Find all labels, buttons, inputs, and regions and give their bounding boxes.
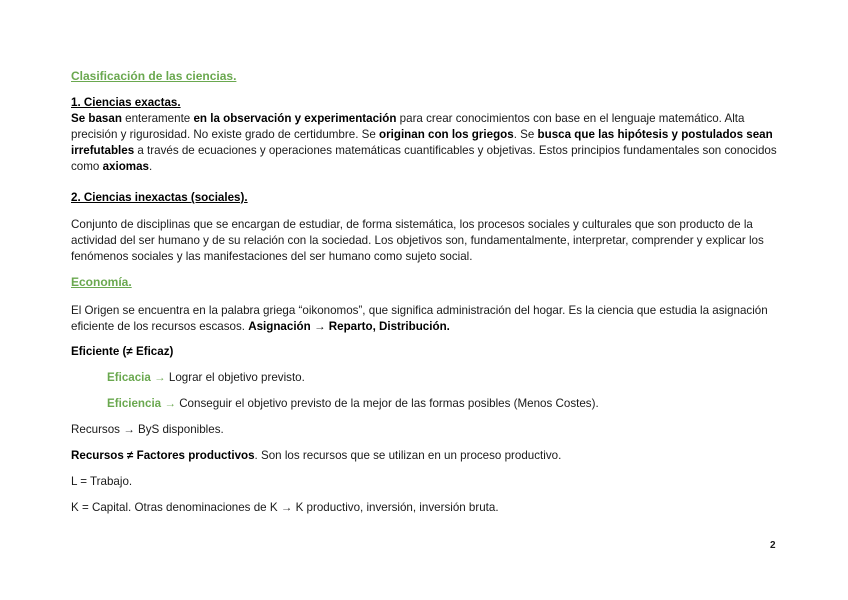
text-bold-hipotesis: busca que las hipótesis y postulados sean irrefutables: [71, 128, 773, 157]
arrow-text: →: [150, 371, 169, 384]
eficiencia-definition: Conseguir el objetivo previsto de la mejor de las formas posibles (Menos Costes).: [179, 397, 599, 410]
heading-economia: Economía.: [71, 275, 132, 289]
recursos-factores-bold: Recursos ≠ Factores productivos: [71, 449, 255, 462]
text-se-basan: Se basan: [71, 112, 122, 125]
eficacia-line: [107, 371, 305, 384]
capital-line: K = Capital. Otras denominaciones de K → K productivo, inversión, inversión bruta.: [71, 501, 499, 514]
text-bold-asignacion: Asignación: [248, 320, 311, 333]
heading-ciencias-inexactas: 2. Ciencias inexactas (sociales).: [71, 191, 248, 204]
eficiente-label: Eficiente (≠ Eficaz): [71, 345, 174, 358]
text-fragment: enteramente: [121, 112, 194, 125]
text-bold-griegos: originan con los griegos: [379, 128, 514, 141]
recursos-factores-line: [71, 449, 561, 462]
text-bold-axiomas: axiomas: [102, 160, 149, 173]
eficiencia-term: Eficiencia: [107, 397, 162, 410]
page-number: 2: [770, 540, 776, 551]
text-fragment: a través de ecuaciones y operaciones matemáticas cuantificables y objetivas. Estos principios fundamentales son conocidos como: [71, 144, 777, 173]
text-fragment: El Origen se encuentra en la palabra griega “oikonomos”, que significa administración del hogar. Es la ciencia que estudia la asignación eficiente de los recursos escasos.: [71, 304, 768, 333]
text-fragment: . Se: [513, 128, 538, 141]
paragraph-economia: [71, 303, 781, 335]
text-bold-reparto: Reparto, Distribución.: [328, 320, 450, 333]
paragraph-ciencias-inexactas: Conjunto de disciplinas que se encargan de estudiar, de forma sistemática, los procesos sociales y culturales que son producto de la actividad del ser humano y de su relación con la sociedad. Los objetivos son, fundamentalmente, interpretar, comprender y explicar los fenómenos sociales y las manifestaciones del ser humano como sujeto social.: [71, 218, 764, 263]
arrow-text: →: [161, 397, 180, 410]
eficiencia-line: [107, 397, 599, 410]
paragraph-ciencias-exactas: [71, 111, 781, 175]
arrow-text: →: [310, 320, 329, 333]
eficacia-definition: Lograr el objetivo previsto.: [168, 371, 305, 384]
heading-ciencias-exactas: 1. Ciencias exactas.: [71, 96, 181, 109]
trabajo-line: L = Trabajo.: [71, 475, 133, 488]
eficacia-term: Eficacia: [107, 371, 151, 384]
recursos-line: Recursos → ByS disponibles.: [71, 423, 224, 436]
text-fragment: . Son los recursos que se utilizan en un proceso productivo.: [254, 449, 562, 462]
text-fragment: para crear conocimientos con base en el lenguaje matemático. Alta precisión y rigurosidad. No existe grado de certidumbre. Se: [71, 112, 745, 141]
text-bold-observacion: en la observación y experimentación: [193, 112, 397, 125]
text-fragment: .: [148, 160, 153, 173]
section-title: Clasificación de las ciencias.: [71, 69, 237, 83]
